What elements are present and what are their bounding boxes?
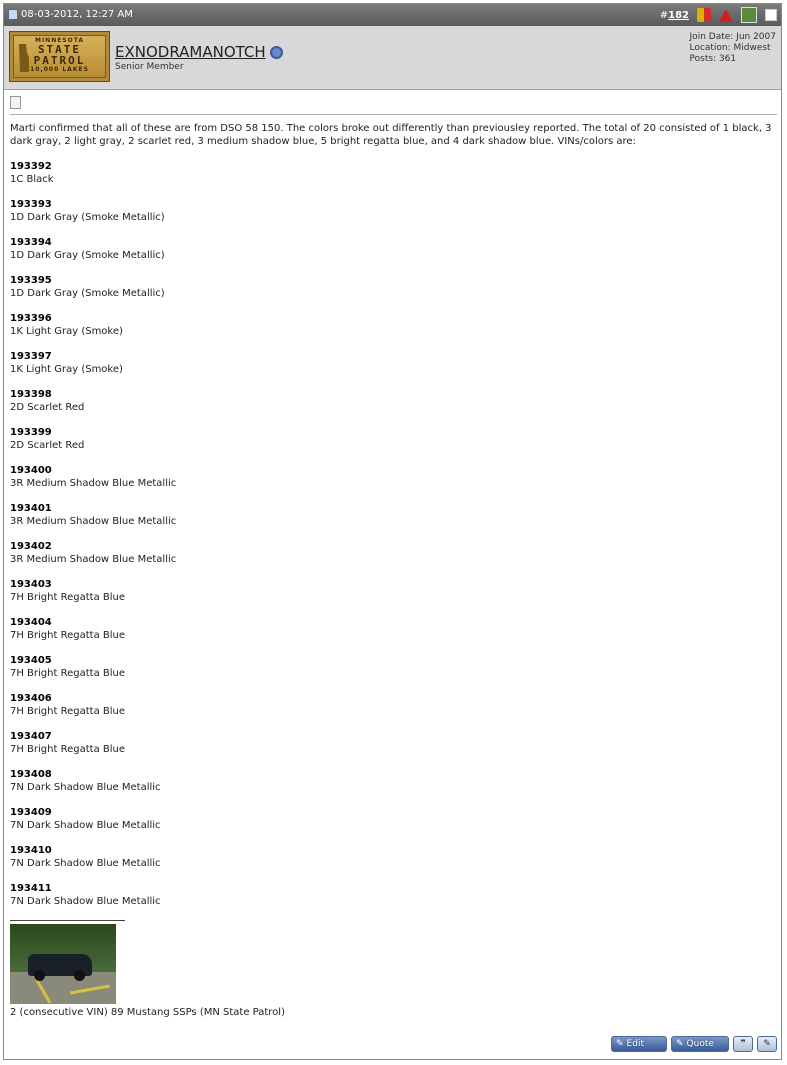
vin-color: 1C Black (10, 174, 54, 185)
user-title: Senior Member (115, 62, 184, 72)
ip-computer-icon[interactable] (741, 7, 757, 23)
user-stats (690, 32, 776, 65)
vin-number: 193404 (10, 617, 52, 628)
join-date: Join Date: Jun 2007 (689, 32, 776, 42)
vin-color: 7H Bright Regatta Blue (10, 592, 125, 603)
post-icon (10, 96, 21, 109)
message-intro: Marti confirmed that all of these are from DSO 58 150. The colors broke out differently than previousley reported. The total of 20 consisted of 1 black, 3 dark gray, 2 light gray, 2 scarlet red, 3 medium shadow blue, 5 bright regatta blue, and 4 dark shadow blue. VINs/colors are: (10, 123, 772, 147)
vin-entry (10, 730, 772, 756)
vin-entry (10, 844, 772, 870)
signature-car-image (10, 924, 116, 1004)
user-info-bar (4, 26, 781, 90)
avatar-line-2: STATE (37, 43, 82, 56)
vin-color: 2D Scarlet Red (10, 402, 85, 413)
username-link[interactable]: EXNODRAMANOTCH (115, 43, 266, 61)
vin-number: 193395 (10, 275, 52, 286)
report-warning-icon[interactable] (719, 9, 733, 22)
edit-icon: ✎ (616, 1039, 624, 1049)
vin-number: 193394 (10, 237, 52, 248)
vin-color: 2D Scarlet Red (10, 440, 85, 451)
vin-number: 193407 (10, 731, 52, 742)
username-wrap (115, 43, 283, 61)
quote-button[interactable] (671, 1036, 729, 1052)
vin-number: 193406 (10, 693, 52, 704)
vin-color: 1D Dark Gray (Smoke Metallic) (10, 288, 165, 299)
vin-color: 7H Bright Regatta Blue (10, 630, 125, 641)
post-hash: # (659, 9, 669, 21)
post-message (10, 122, 772, 1019)
vin-color: 1D Dark Gray (Smoke Metallic) (10, 212, 165, 223)
avatar-line-3: PATROL (33, 54, 86, 67)
post-number-link[interactable]: 182 (668, 9, 689, 21)
vin-color: 7H Bright Regatta Blue (10, 744, 125, 755)
post-header-tools (660, 7, 777, 23)
location: Location: Midwest (689, 43, 771, 53)
vin-entry (10, 312, 772, 338)
vin-number: 193392 (10, 161, 52, 172)
edit-label: Edit (626, 1039, 644, 1049)
vin-entry (10, 578, 772, 604)
vin-entry (10, 616, 772, 642)
vin-number: 193411 (10, 883, 52, 894)
vin-entry (10, 502, 772, 528)
signature-caption: 2 (consecutive VIN) 89 Mustang SSPs (MN State Patrol) (10, 1007, 285, 1018)
post-action-buttons (611, 1036, 777, 1052)
multiquote-button[interactable] (733, 1036, 753, 1052)
vin-color: 7N Dark Shadow Blue Metallic (10, 858, 161, 869)
quick-reply-button[interactable] (757, 1036, 777, 1052)
vin-color: 1K Light Gray (Smoke) (10, 326, 123, 337)
vin-number: 193397 (10, 351, 52, 362)
avatar-line-1: MINNESOTA (34, 37, 85, 44)
post-status-icon (8, 9, 18, 20)
vin-number: 193409 (10, 807, 52, 818)
vin-number: 193400 (10, 465, 52, 476)
signature-divider (10, 920, 125, 921)
vin-entry (10, 274, 772, 300)
vin-number: 193402 (10, 541, 52, 552)
post-count: Posts: 361 (689, 54, 737, 64)
vin-entry (10, 426, 772, 452)
vin-number: 193410 (10, 845, 52, 856)
vin-entry (10, 160, 772, 186)
select-post-checkbox[interactable] (765, 9, 777, 21)
post-date (8, 9, 133, 20)
vin-entry (10, 768, 772, 794)
quote-label: Quote (686, 1039, 714, 1049)
vin-color: 3R Medium Shadow Blue Metallic (10, 516, 177, 527)
vin-number: 193403 (10, 579, 52, 590)
signature (10, 920, 772, 1019)
post-number (660, 10, 689, 21)
vin-entry (10, 692, 772, 718)
online-status-icon (270, 46, 283, 59)
vin-color: 7N Dark Shadow Blue Metallic (10, 782, 161, 793)
vin-color: 7N Dark Shadow Blue Metallic (10, 820, 161, 831)
quote-pencil-icon: ✎ (676, 1039, 684, 1049)
avatar[interactable] (9, 31, 110, 82)
post-header-bar (4, 4, 781, 26)
vin-number: 193399 (10, 427, 52, 438)
vin-number: 193405 (10, 655, 52, 666)
divider (10, 114, 777, 115)
vin-color: 1K Light Gray (Smoke) (10, 364, 123, 375)
vin-color: 7H Bright Regatta Blue (10, 706, 125, 717)
vin-entry (10, 882, 772, 908)
vin-entry (10, 540, 772, 566)
vin-entry (10, 236, 772, 262)
vin-entry (10, 350, 772, 376)
post-date-text: 08-03-2012, 12:27 AM (21, 9, 133, 20)
flag-icon[interactable] (697, 8, 711, 22)
avatar-line-4: 10,000 LAKES (30, 66, 89, 73)
vin-number: 193396 (10, 313, 52, 324)
vin-color: 7H Bright Regatta Blue (10, 668, 125, 679)
vin-color: 3R Medium Shadow Blue Metallic (10, 554, 177, 565)
vin-entry (10, 464, 772, 490)
vin-number: 193401 (10, 503, 52, 514)
vin-entry (10, 806, 772, 832)
multiquote-icon: ❞ (740, 1039, 746, 1049)
vin-entry (10, 388, 772, 414)
quick-reply-icon: ✎ (763, 1039, 771, 1049)
license-plate-image (13, 35, 106, 78)
edit-button[interactable] (611, 1036, 667, 1052)
vin-number: 193398 (10, 389, 52, 400)
vin-number: 193393 (10, 199, 52, 210)
vin-color: 3R Medium Shadow Blue Metallic (10, 478, 177, 489)
vin-number: 193408 (10, 769, 52, 780)
vin-entry (10, 198, 772, 224)
vin-list (10, 160, 772, 908)
vin-color: 1D Dark Gray (Smoke Metallic) (10, 250, 165, 261)
vin-color: 7N Dark Shadow Blue Metallic (10, 896, 161, 907)
post-container (3, 3, 782, 1060)
vin-entry (10, 654, 772, 680)
